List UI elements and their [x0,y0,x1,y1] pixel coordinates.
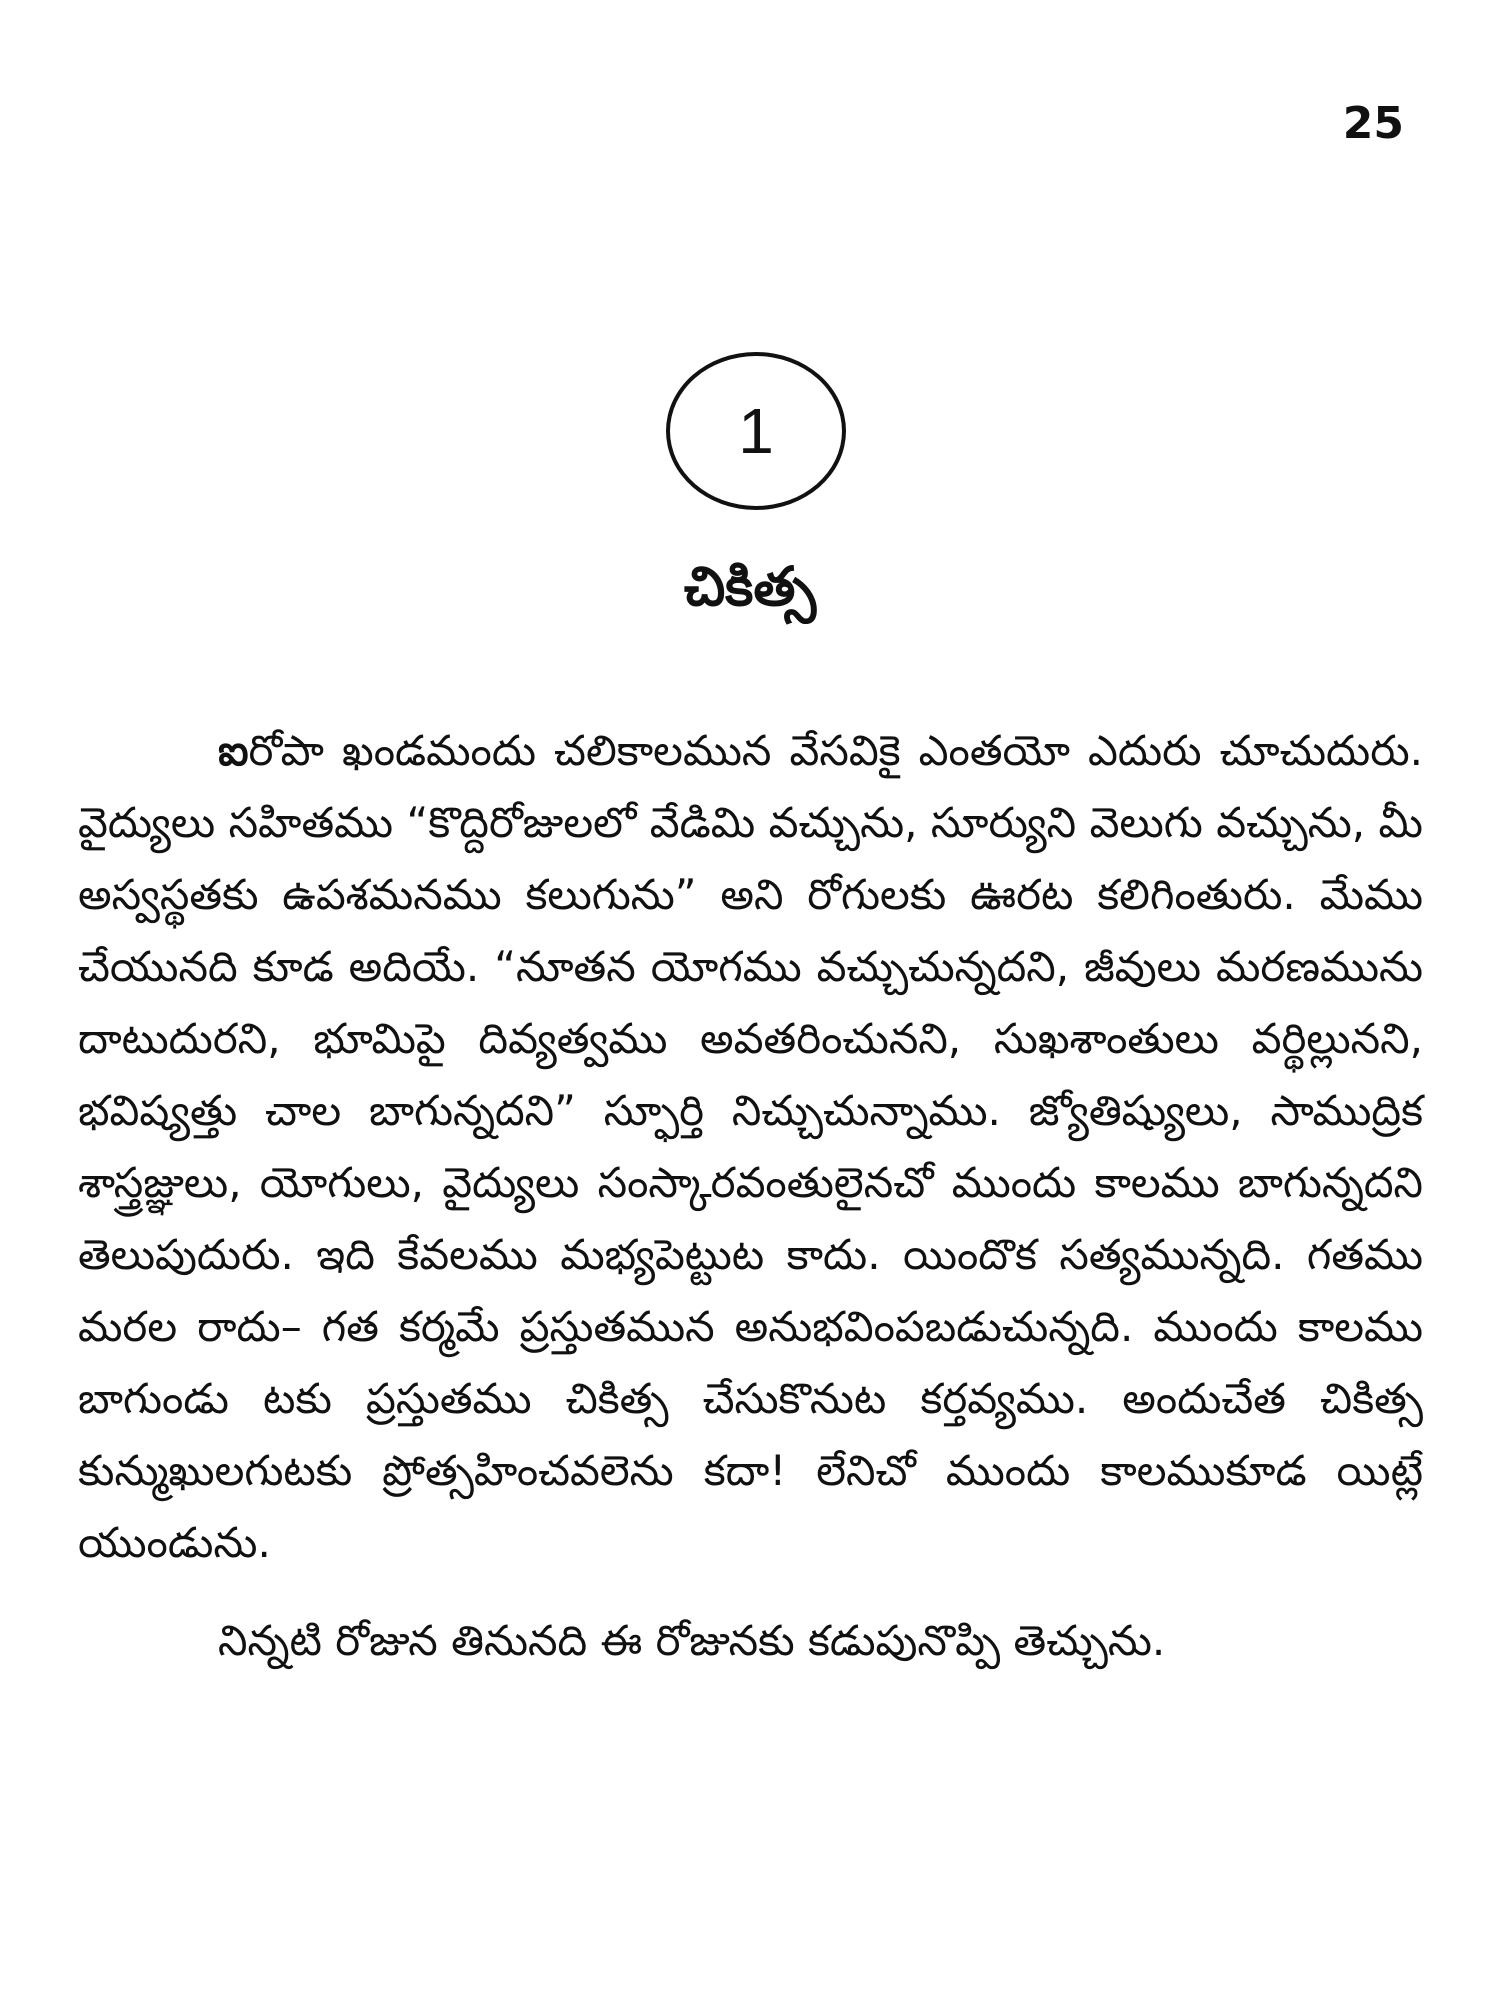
body-text [78,715,1423,1677]
paragraph-2: నిన్నటి రోజున తినునది ఈ రోజునకు కడుపునొప్పి తెచ్చును. [218,1616,1166,1665]
chapter-title: చికిత్స [683,555,817,618]
chapter-number-circle [666,352,846,510]
paragraph-1-lead-letter: ఐ [218,726,249,775]
page-number: 25 [1342,98,1404,149]
paragraph-1-text: రోపా ఖండమందు చలికాలమున వేసవికై ఎంతయో ఎదురు చూచుదురు. వైద్యులు సహితము “కొద్దిరోజులలో వేడిమి వచ్చును, సూర్యుని వెలుగు వచ్చును, మీ అస్వస్థతకు ఉపశమనము కలుగును” అని రోగులకు ఊరట కలిగింతురు. మేము చేయునది కూడ అదియే. “నూతన యోగము వచ్చుచున్నదని, జీవులు మరణమును దాటుదురని, భూమిపై దివ్యత్వము అవతరించునని, సుఖశాంతులు వర్థిల్లునని, భవిష్యత్తు చాల బాగున్నదని” స్ఫూర్తి నిచ్చుచున్నాము. జ్యోతిష్యులు, సాముద్రిక శాస్త్రజ్ఞులు, యోగులు, వైద్యులు సంస్కారవంతులైనచో ముందు కాలము బాగున్నదని తెలుపుదురు. ఇది కేవలము మభ్యపెట్టుట కాదు. యిందొక సత్యమున్నది. గతము మరల రాదు– గత కర్మమే ప్రస్తుతమున అనుభవింపబడుచున్నది. ముందు కాలము బాగుండు టకు ప్రస్తుతము చికిత్స చేసుకొనుట కర్తవ్యము. అందుచేత చికిత్స కున్ముఖులగుటకు ప్రోత్సహించవలెను కదా! లేనిచో ముందు కాలముకూడ యిట్లే యుండును. [78,726,1423,1567]
chapter-number: 1 [738,395,774,467]
paragraph-1 [78,715,1423,1579]
